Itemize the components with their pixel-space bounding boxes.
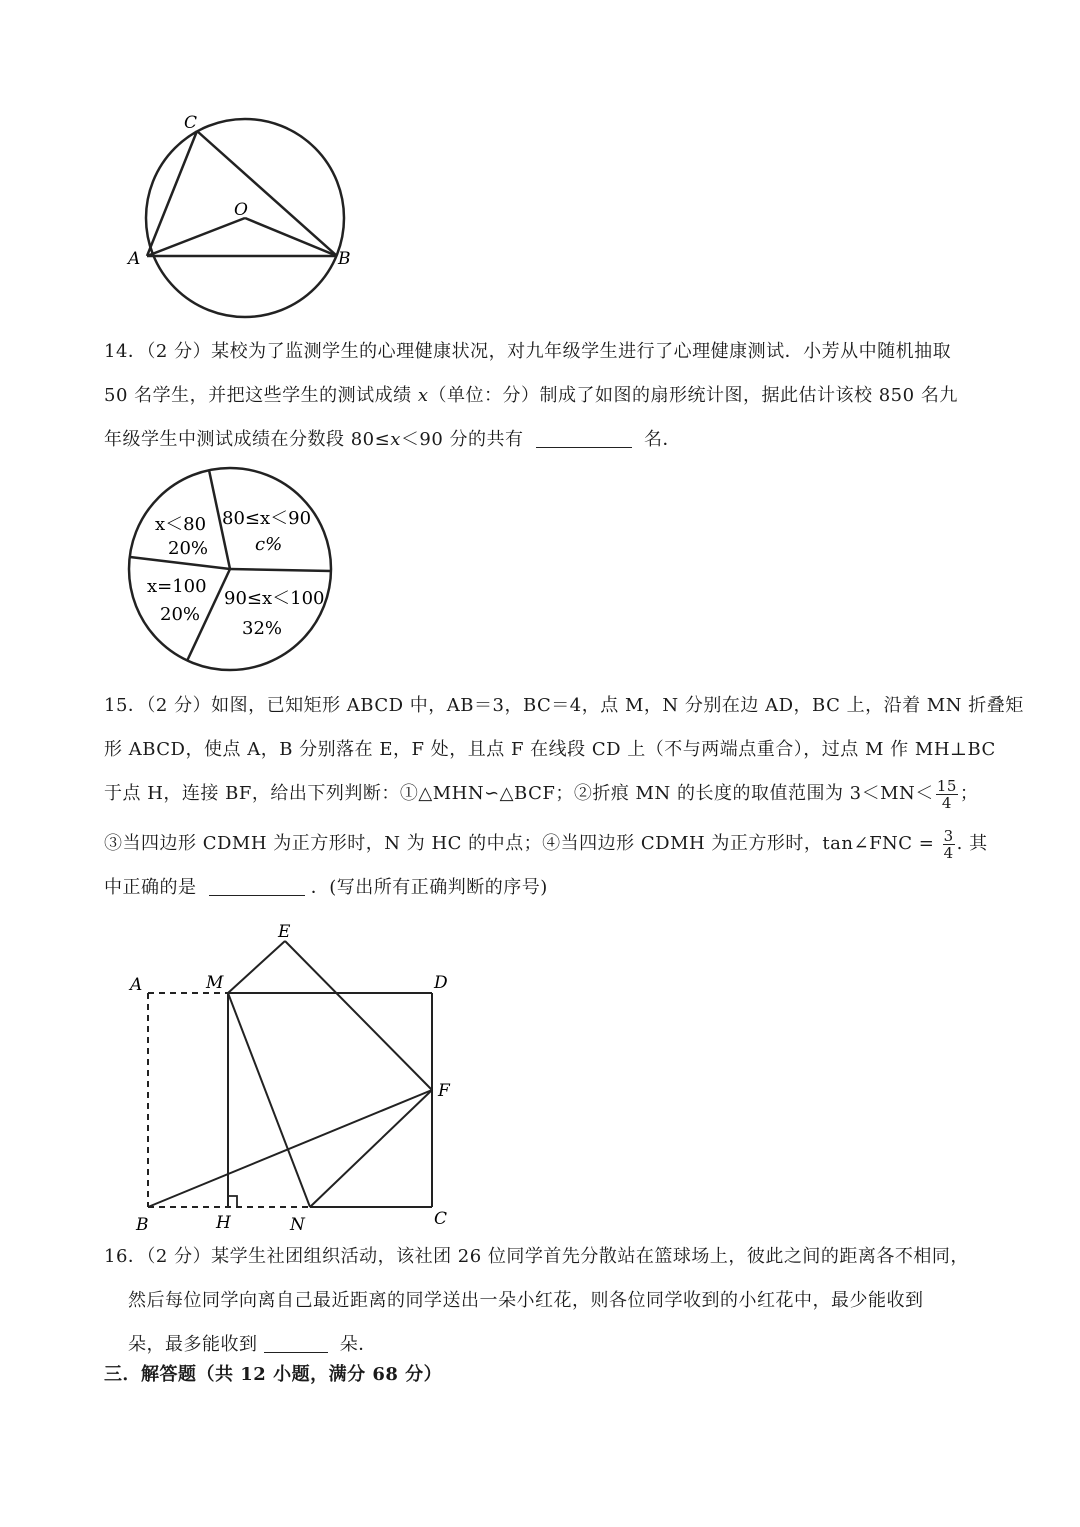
question-text: 某学生社团组织活动，该社团 26 位同学首先分散站在篮球场上，彼此之间的距离各不相同， [211, 1246, 969, 1267]
answer-blank[interactable] [209, 877, 305, 896]
pie-label: 90≤x＜100 [224, 588, 325, 609]
fraction: $\frac{3}{4}$ [943, 826, 954, 862]
question-text: 50 名学生，并把这些学生的测试成绩 [104, 385, 418, 406]
pie-label: x＜80 [155, 514, 207, 535]
question-text: 朵，最多能收到 [128, 1334, 258, 1355]
fraction: $\frac{15}{4}$ [936, 776, 957, 812]
answer-blank[interactable] [264, 1334, 328, 1353]
pie-label: 20% [160, 604, 201, 625]
question-number: 15．（2 分） [104, 695, 212, 716]
point-label-o: O [234, 200, 248, 220]
question-text: 中正确的是 [104, 877, 203, 898]
answer-blank[interactable] [536, 429, 632, 448]
point-label-m: M [206, 973, 224, 993]
question-text: 于点 H，连接 BF，给出下列判断：①△MHN∽△BCF；②折痕 MN 的长度的取值范围为 3＜MN＜ [104, 783, 934, 804]
question-text: 朵． [333, 1334, 377, 1355]
circle-triangle-figure [120, 108, 370, 323]
question-number: 16．（2 分） [104, 1246, 212, 1267]
pie-label: x=100 [147, 576, 207, 597]
question-15 [104, 684, 1024, 910]
question-text: 某校为了监测学生的心理健康状况，对九年级学生进行了心理健康测试．小芳从中随机抽取 [211, 341, 952, 362]
variable: x [417, 385, 429, 406]
variable: x [390, 429, 401, 450]
question-16 [104, 1235, 984, 1367]
question-text: 然后每位同学向离自己最近距离的同学送出一朵小红花，则各位同学收到的小红花中，最少能收到 [128, 1290, 924, 1311]
point-label-a: A [128, 249, 141, 269]
point-label-b: B [136, 1215, 149, 1235]
point-label-f: F [438, 1081, 450, 1101]
point-label-d: D [434, 973, 448, 993]
question-number: 14．（2 分） [104, 341, 212, 362]
point-label-b: B [338, 249, 351, 269]
point-label-h: H [216, 1213, 231, 1233]
question-text: ； [959, 783, 979, 804]
point-label-a: A [130, 975, 143, 995]
point-label-n: N [290, 1215, 305, 1235]
point-label-e: E [278, 922, 291, 942]
point-label-c: C [184, 113, 198, 133]
pie-label: 80≤x＜90 [222, 508, 312, 529]
pie-chart-figure [120, 462, 340, 677]
question-text: 名． [637, 429, 681, 450]
pie-label: 32% [242, 618, 283, 639]
question-text: 年级学生中测试成绩在分数段 80≤ [104, 429, 391, 450]
question-text: ．(写出所有正确判断的序号) [310, 877, 548, 898]
question-text: 如图，已知矩形 ABCD 中，AB＝3，BC＝4，点 M，N 分别在边 AD，BC 上，沿着 MN 折叠矩 [211, 695, 1024, 716]
rectangle-fold-figure [120, 918, 470, 1236]
point-label-c: C [434, 1209, 448, 1229]
section-heading: 三．解答题（共 12 小题，满分 68 分） [104, 1364, 443, 1385]
pie-label: 20% [168, 538, 209, 559]
question-text: . 其 [956, 833, 988, 854]
question-text: （单位：分）制成了如图的扇形统计图，据此估计该校 850 名九 [428, 385, 958, 406]
question-text: 形 ABCD，使点 A，B 分别落在 E，F 处，且点 F 在线段 CD 上（不与两端点重合），过点 M 作 MH⊥BC [104, 739, 996, 760]
question-text: ＜90 分的共有 [400, 429, 530, 450]
pie-label: c% [255, 534, 283, 555]
question-text: ③当四边形 CDMH 为正方形时，N 为 HC 的中点；④当四边形 CDMH 为正方形时，tan∠FNC = [104, 833, 941, 854]
question-14 [104, 330, 984, 462]
